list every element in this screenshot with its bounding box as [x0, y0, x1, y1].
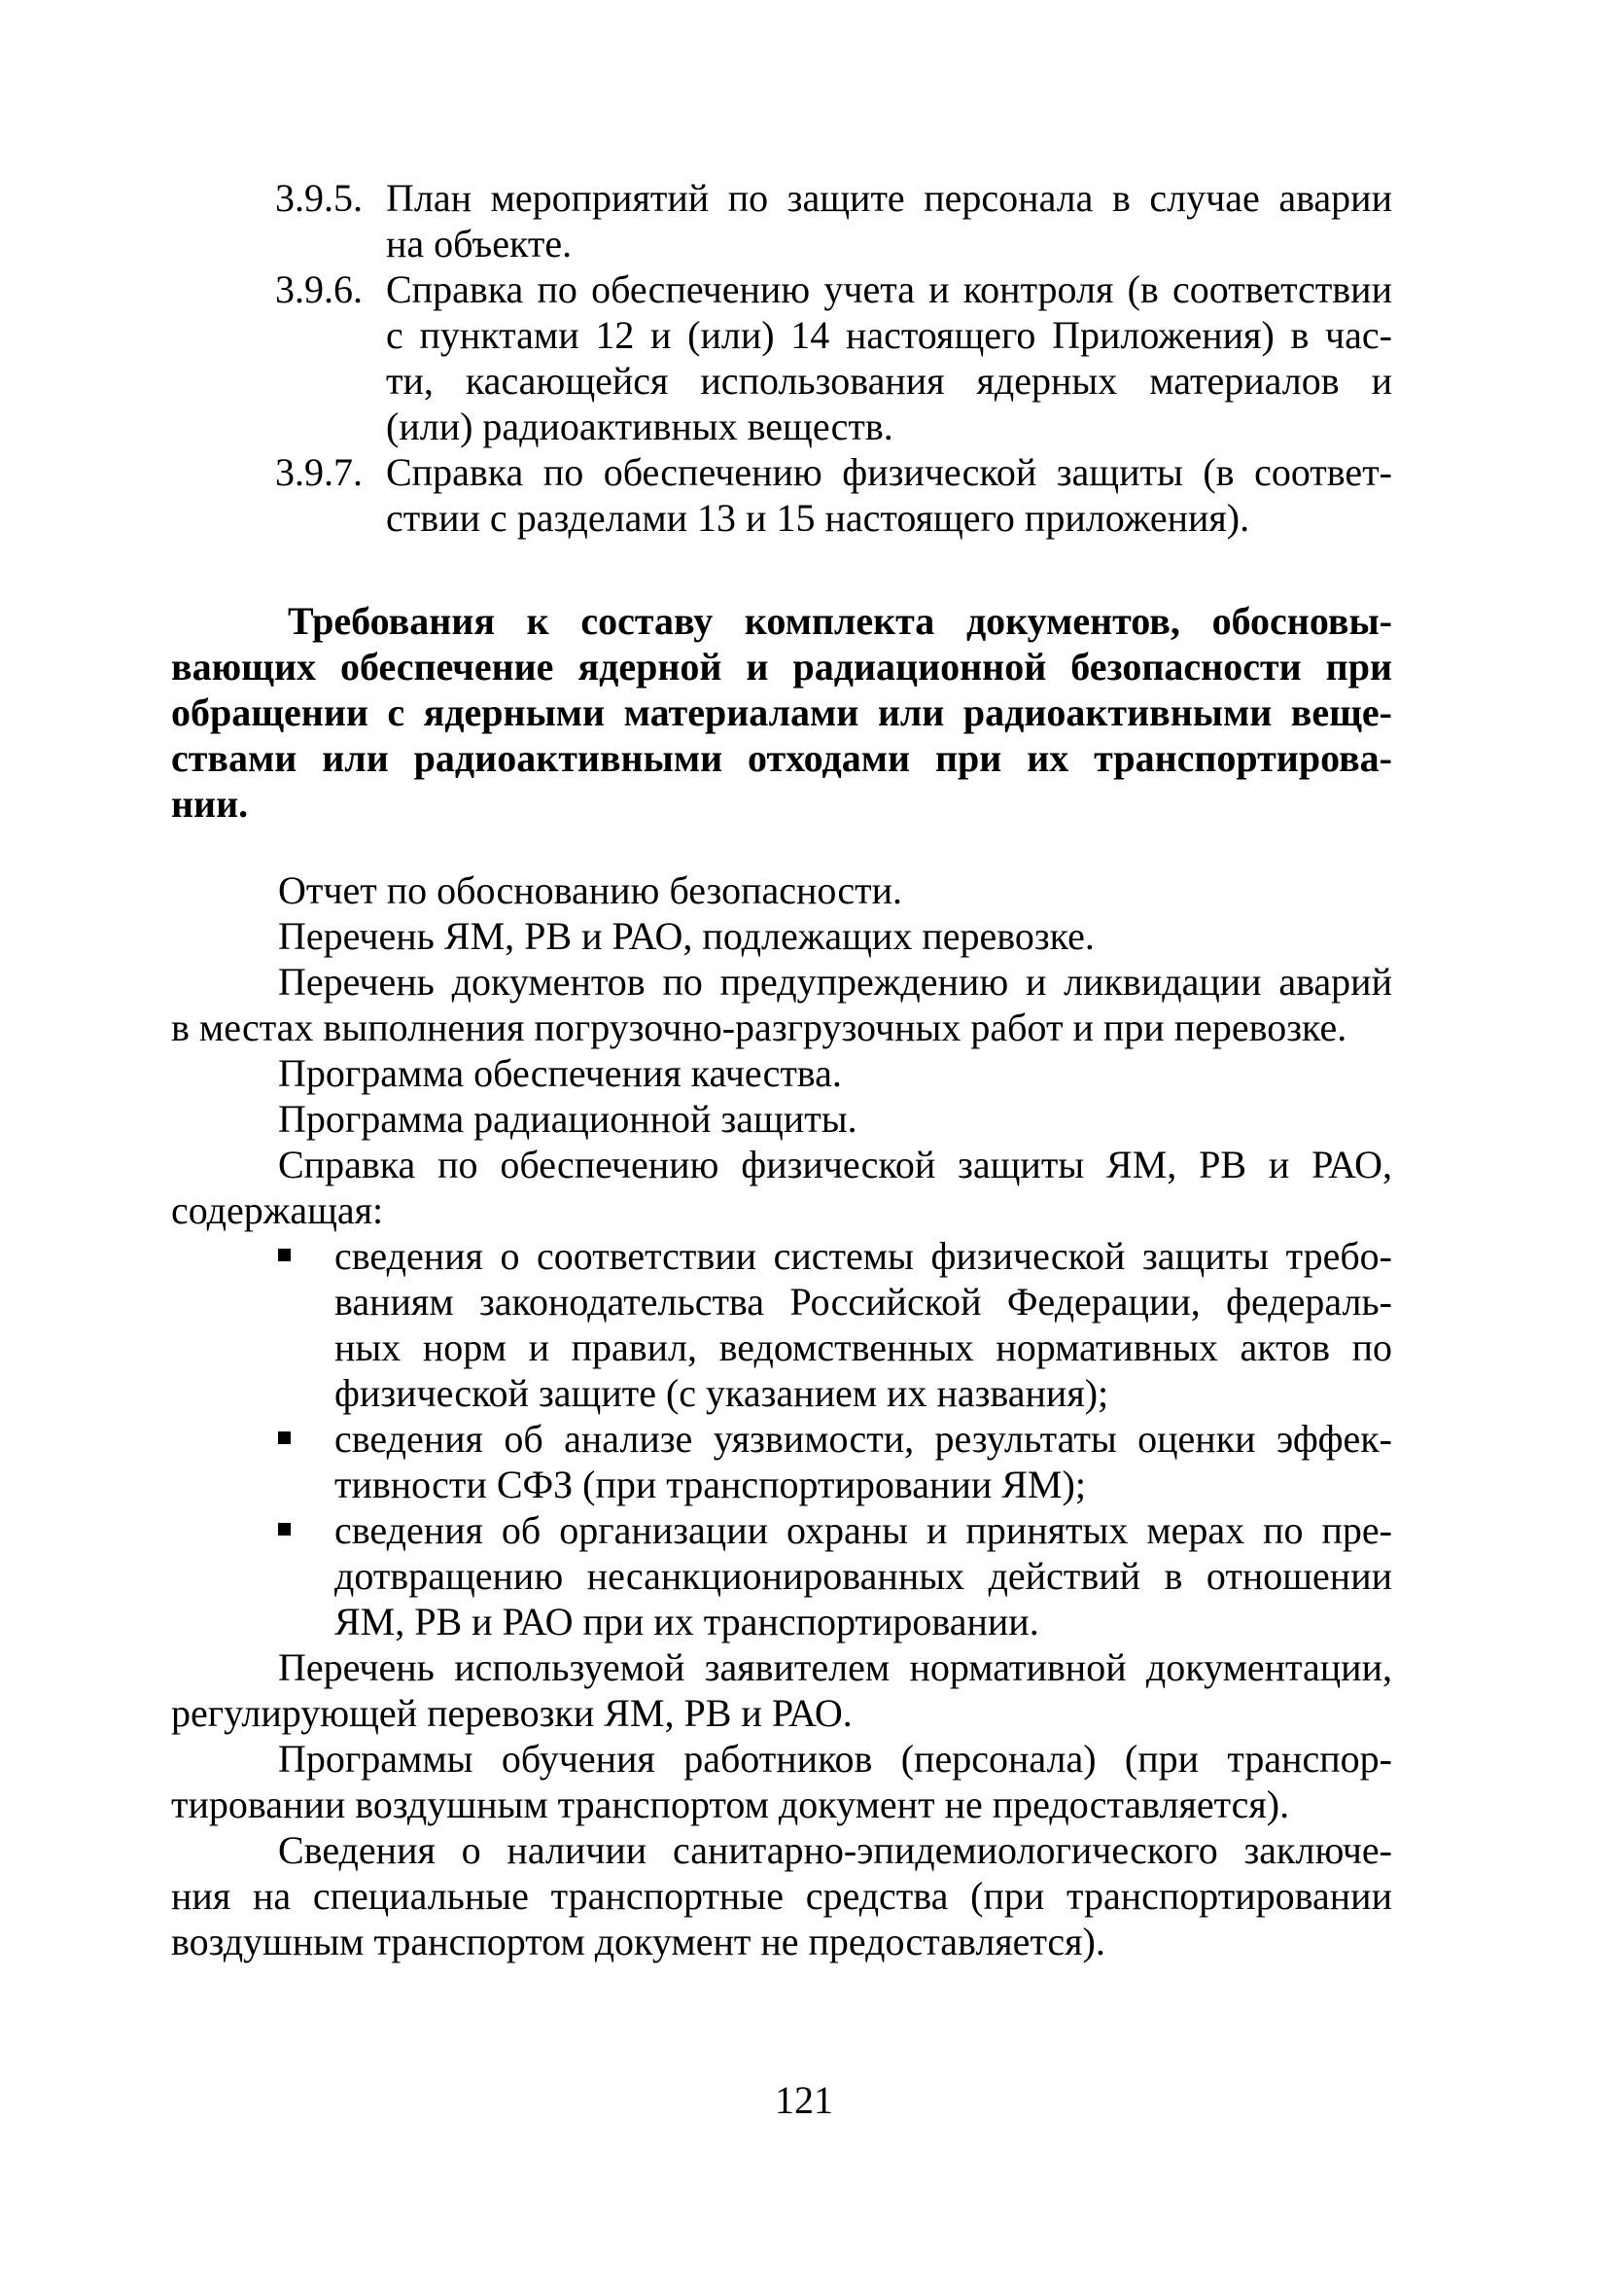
numbered-item — [171, 175, 1392, 266]
text-line: ваниям законодательства Российской Федерации, федераль- — [334, 1280, 1392, 1324]
text-line: Справка по обеспечению физической защиты ЯМ, РВ и РАО, — [278, 1143, 1392, 1186]
item-number: 3.9.5. — [275, 176, 363, 220]
paragraph — [171, 1050, 1392, 1096]
text-line: Программа радиационной защиты. — [278, 1097, 857, 1141]
paragraph — [171, 1644, 1392, 1736]
text-line: сведения об организации охраны и принятых мерах по пре- — [334, 1508, 1392, 1552]
item-number: 3.9.7. — [275, 450, 363, 494]
page-content — [171, 175, 1392, 1964]
numbered-item — [171, 266, 1392, 449]
text-line: Перечень документов по предупреждению и ликвидации аварий — [278, 960, 1392, 1004]
paragraph — [171, 959, 1392, 1050]
paragraph — [171, 1736, 1392, 1827]
text-line: План мероприятий по защите персонала в случае аварии — [386, 176, 1392, 220]
text-line: Сведения о наличии санитарно-эпидемиологического заключе- — [278, 1828, 1392, 1872]
text-line: тивности СФЗ (при транспортировании ЯМ); — [334, 1463, 1086, 1506]
text-line: Перечень используемой заявителем нормативной документации, — [278, 1645, 1392, 1689]
numbered-item — [171, 449, 1392, 541]
bullet-item — [171, 1416, 1392, 1507]
text-line: физической защите (с указанием их названия); — [334, 1371, 1109, 1415]
item-number: 3.9.6. — [275, 267, 363, 311]
text-line: Программы обучения работников (персонала) (при транспор- — [278, 1737, 1392, 1781]
paragraph — [171, 867, 1392, 913]
bullet-item — [171, 1233, 1392, 1416]
bullet-item — [171, 1507, 1392, 1644]
text-line: регулирующей перевозки ЯМ, РВ и РАО. — [171, 1691, 853, 1735]
text-line: сведения о соответствии системы физической защиты требо- — [334, 1234, 1392, 1278]
text-line: нии. — [171, 782, 249, 826]
bullet-square-icon — [278, 1431, 291, 1444]
text-line: ных норм и правил, ведомственных нормативных актов по — [334, 1325, 1392, 1369]
text-line: на объекте. — [386, 222, 573, 265]
text-line: сведения об анализе уязвимости, результаты оценки эффек- — [334, 1417, 1392, 1461]
text-line: (или) радиоактивных веществ. — [386, 405, 893, 448]
text-line: вающих обеспечение ядерной и радиационной безопасности при — [171, 645, 1392, 689]
page-number: 121 — [775, 2078, 833, 2122]
text-line: ти, касающейся использования ядерных материалов и — [386, 359, 1392, 403]
text-line: Справка по обеспечению физической защиты (в соответ- — [386, 450, 1392, 494]
bullet-square-icon — [278, 1249, 291, 1261]
text-line: тировании воздушным транспортом документ не предоставляется). — [171, 1783, 1290, 1826]
text-line: ния на специальные транспортные средства (при транспортировании — [171, 1874, 1392, 1918]
text-line: ствии с разделами 13 и 15 настоящего приложения). — [386, 496, 1250, 540]
text-line: ствами или радиоактивными отходами при их транспортирова- — [171, 736, 1392, 780]
text-line: Справка по обеспечению учета и контроля (в соответствии — [386, 267, 1392, 311]
section-heading — [171, 598, 1392, 827]
text-line: воздушным транспортом документ не предоставляется). — [171, 1920, 1105, 1963]
text-line: обращении с ядерными материалами или радиоактивными веще- — [171, 690, 1392, 734]
text-line: с пунктами 12 и (или) 14 настоящего Приложения) в час- — [386, 313, 1392, 357]
text-line: в местах выполнения погрузочно-разгрузочных работ и при перевозке. — [171, 1006, 1347, 1049]
paragraph — [171, 1142, 1392, 1233]
text-line: Отчет по обоснованию безопасности. — [278, 868, 903, 912]
paragraph — [171, 1827, 1392, 1964]
bullet-square-icon — [278, 1523, 291, 1536]
text-line: Перечень ЯМ, РВ и РАО, подлежащих перевозке. — [278, 914, 1095, 958]
paragraph — [171, 1096, 1392, 1142]
text-line: Программа обеспечения качества. — [278, 1051, 842, 1095]
text-line: Требования к составу комплекта документов, обосновы- — [288, 599, 1392, 643]
text-line: содержащая: — [171, 1188, 384, 1232]
paragraph — [171, 913, 1392, 959]
text-line: ЯМ, РВ и РАО при их транспортировании. — [334, 1600, 1039, 1643]
text-line: дотвращению несанкционированных действий в отношении — [334, 1554, 1392, 1598]
